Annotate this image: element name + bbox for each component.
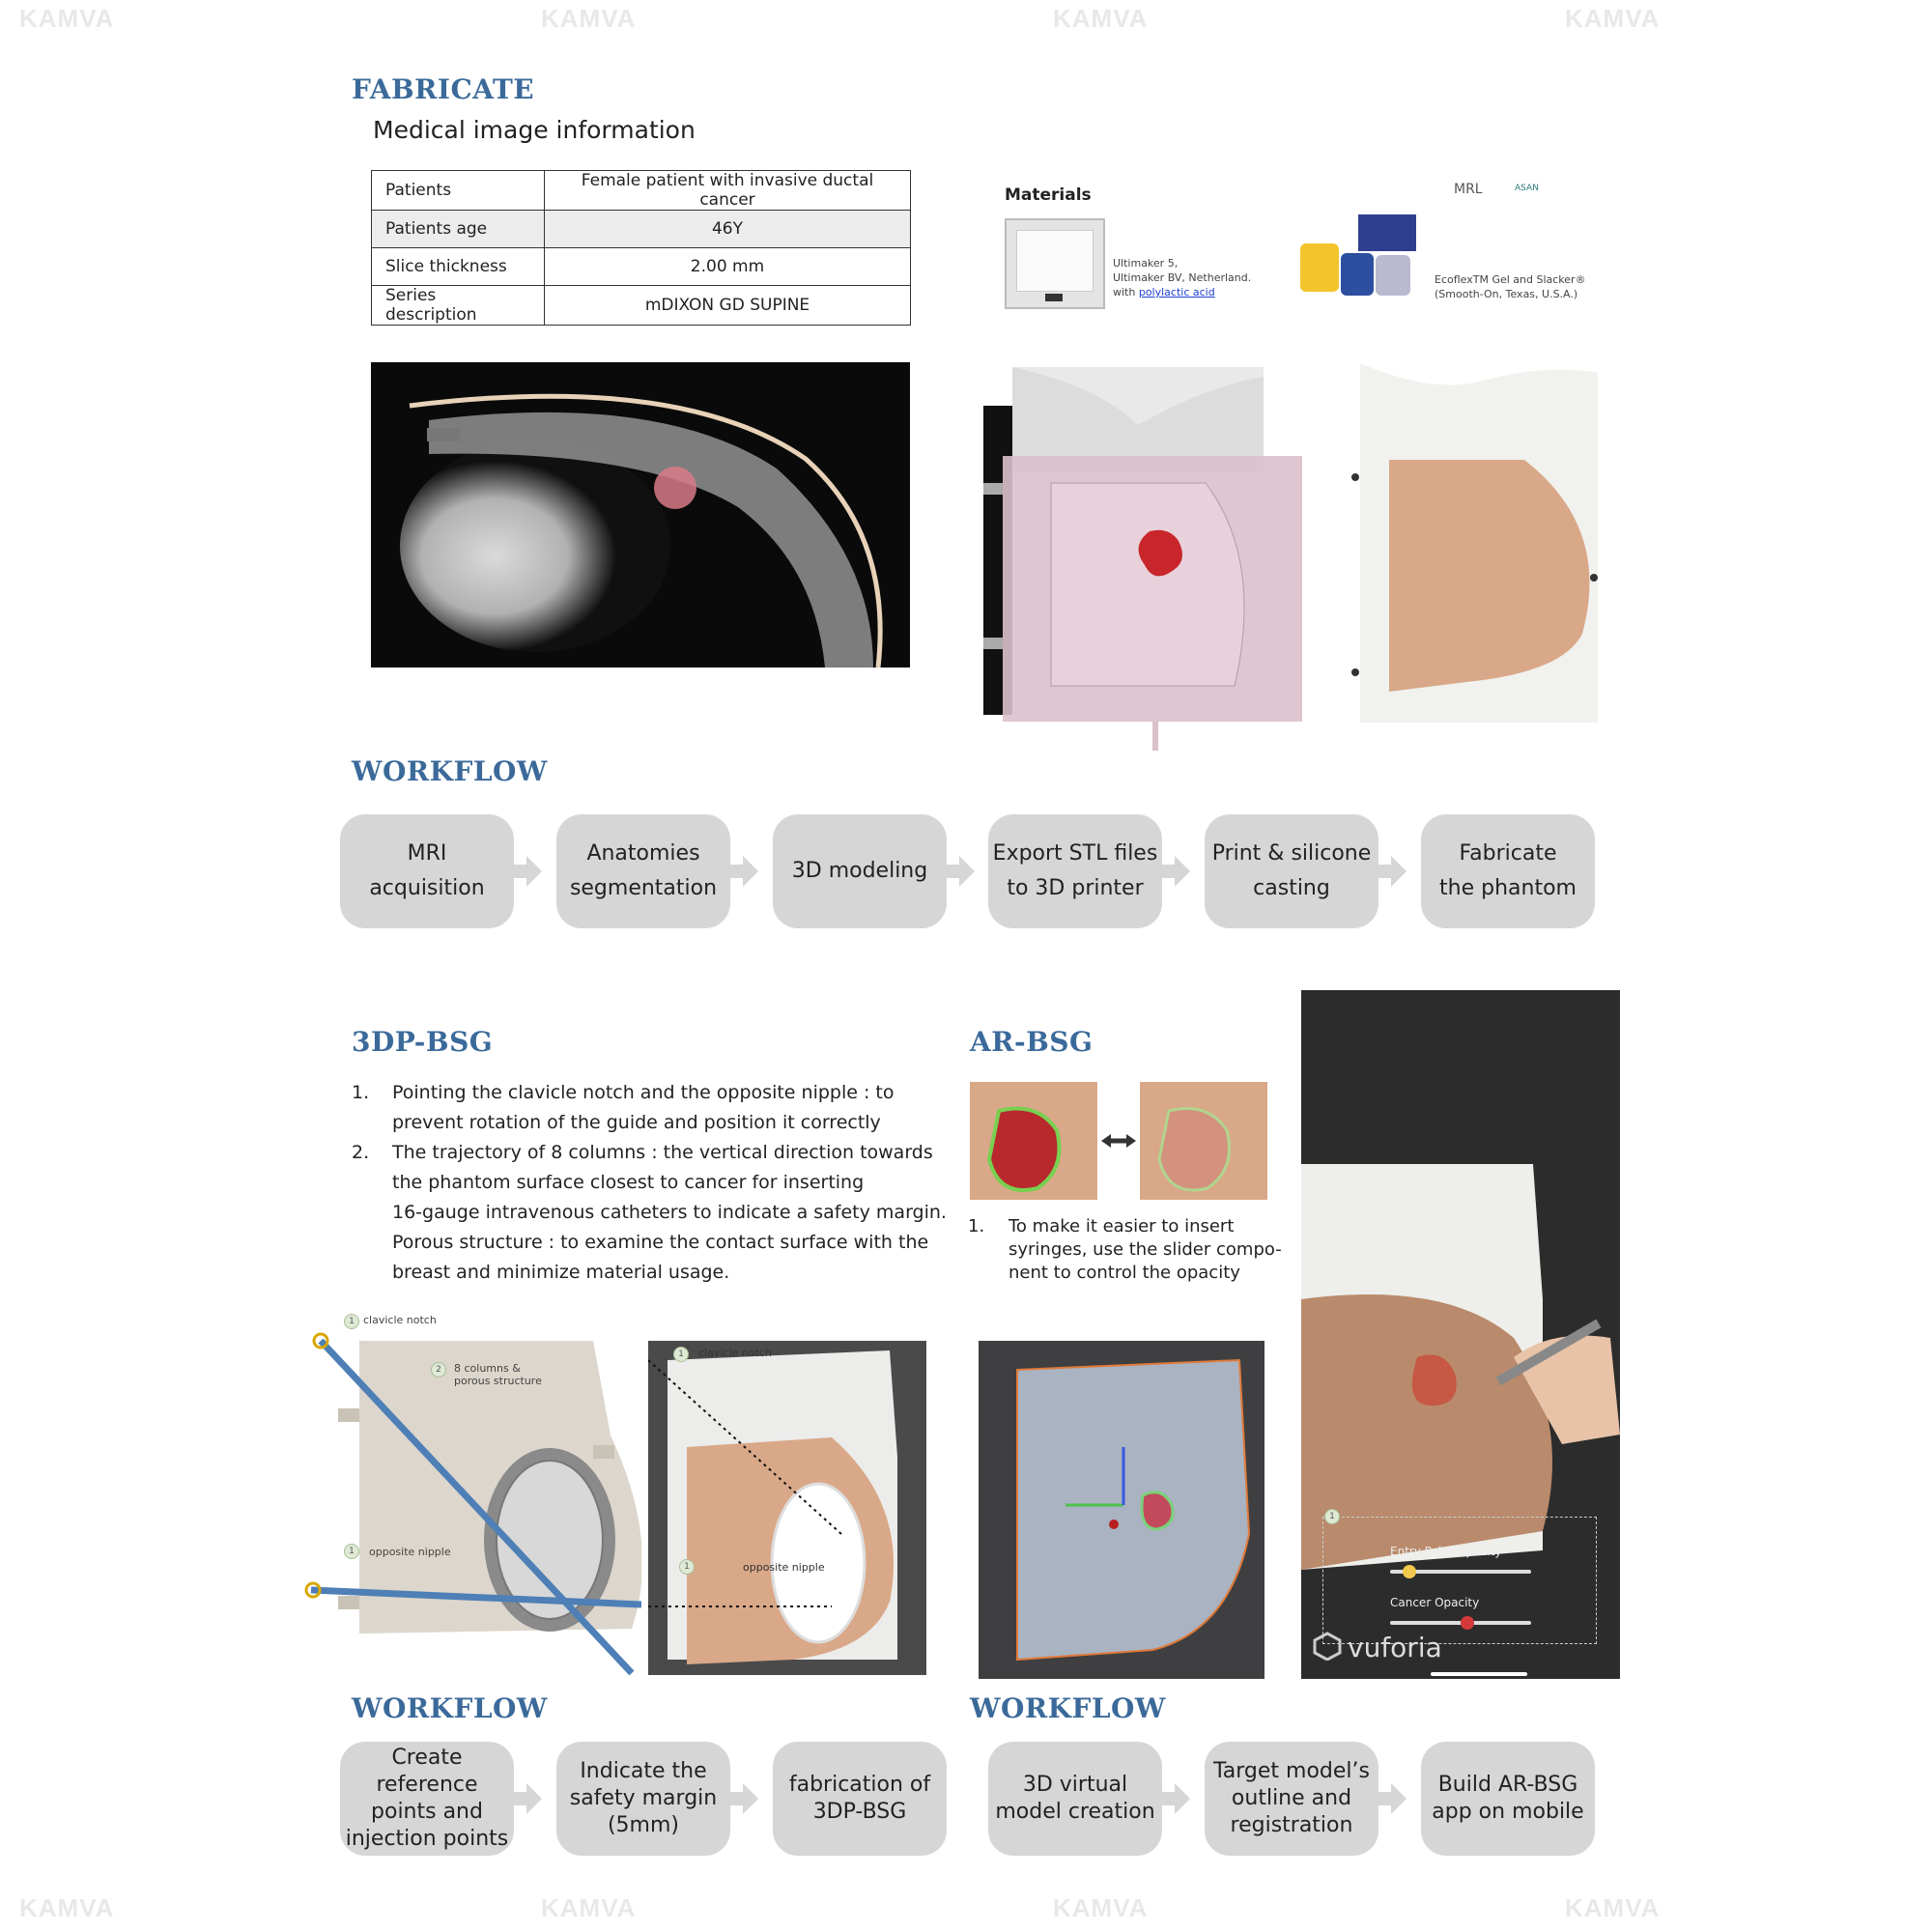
medical-info-table [371, 170, 911, 326]
arrow-right-icon [526, 856, 542, 887]
workflow-step-registration: Target model’s outline and registration [1205, 1742, 1378, 1856]
table-key: Slice thickness [372, 248, 545, 286]
list-item-line: 16-gauge intravenous catheters to indicate a safety margin. [392, 1202, 947, 1223]
guide-photo-illustration [648, 1341, 926, 1675]
columns-label-line: porous structure [454, 1375, 542, 1387]
arrow-right-icon [730, 1792, 744, 1805]
mri-scan-image [371, 362, 910, 668]
mrl-logo: MRL [1454, 182, 1483, 197]
home-indicator[interactable] [1431, 1672, 1527, 1676]
watermark: KAMVA [19, 1893, 115, 1922]
cancer-opacity-slider[interactable] [1390, 1621, 1531, 1625]
workflow-step-mri: MRI acquisition [340, 814, 514, 928]
opposite-nipple-label: opposite nipple [369, 1546, 451, 1558]
silicone-caption [1435, 272, 1586, 301]
columns-label [454, 1362, 542, 1387]
workflow-heading-1: WORKFLOW [352, 755, 548, 787]
list-number: 1. [352, 1082, 370, 1103]
list-number: 1. [968, 1216, 985, 1236]
3dp-bsg-list [352, 1078, 951, 1291]
table-value: Female patient with invasive ductal cancer [545, 171, 911, 211]
list-item-line: Pointing the clavicle notch and the opposite nipple : to [392, 1082, 895, 1103]
printer-caption-line: Ultimaker 5, [1113, 257, 1179, 270]
printer-caption-line: Ultimaker BV, Netherland. [1113, 271, 1252, 284]
materials-title: Materials [1005, 185, 1092, 205]
list-item-line: breast and minimize material usage. [392, 1262, 730, 1283]
watermark: KAMVA [1053, 1893, 1149, 1922]
table-value: 2.00 mm [545, 248, 911, 286]
ar-mobile-screenshot [1301, 990, 1620, 1679]
watermark: KAMVA [1565, 1893, 1661, 1922]
workflow-step-virtual-model: 3D virtual model creation [988, 1742, 1162, 1856]
marker-2-icon: 2 [431, 1362, 446, 1378]
table-row [372, 211, 911, 248]
entry-point-opacity-label: Entry Point Opacity [1390, 1545, 1502, 1558]
ar-bsg-list [968, 1215, 1287, 1293]
asan-logo: ASAN [1515, 184, 1539, 193]
marker-1-icon: 1 [673, 1347, 689, 1362]
marker-1-icon: 1 [1324, 1509, 1340, 1524]
arrow-right-icon [1162, 865, 1176, 878]
arrow-right-icon [526, 1783, 542, 1814]
medical-image-subheading: Medical image information [373, 116, 696, 144]
watermark: KAMVA [1053, 4, 1149, 33]
slider-thumb[interactable] [1461, 1616, 1474, 1630]
vuforia-brand: vuforia [1348, 1632, 1442, 1663]
workflow-step-3d-modeling: 3D modeling [773, 814, 947, 928]
guide-render-diagram [303, 1310, 641, 1677]
marker-1-icon: 1 [344, 1314, 359, 1329]
clavicle-notch-photo-label: clavicle notch [698, 1347, 772, 1359]
workflow-step-segmentation: Anatomies segmentation [556, 814, 730, 928]
watermark: KAMVA [19, 4, 115, 33]
table-key: Patients [372, 171, 545, 211]
arrow-right-icon [1162, 1792, 1176, 1805]
table-key: Patients age [372, 211, 545, 248]
ar-bsg-heading: AR-BSG [970, 1026, 1094, 1058]
workflow-heading-3: WORKFLOW [970, 1692, 1166, 1724]
table-row [372, 286, 911, 326]
arrow-right-icon [1175, 856, 1190, 887]
marker-1-icon: 1 [679, 1559, 695, 1575]
clavicle-notch-label: clavicle notch [363, 1314, 437, 1326]
fabricate-heading: FABRICATE [352, 73, 535, 105]
table-key: Series description [372, 286, 545, 326]
table-value: mDIXON GD SUPINE [545, 286, 911, 326]
columns-label-line: 8 columns & [454, 1362, 521, 1375]
workflow-heading-2: WORKFLOW [352, 1692, 548, 1724]
grey-jar [1376, 255, 1410, 296]
table-row [372, 171, 911, 211]
printer-caption [1113, 256, 1251, 299]
workflow-step-fabrication-3dp-bsg: fabrication of 3DP-BSG [773, 1742, 947, 1856]
list-item-line: The trajectory of 8 columns : the vertical direction towards [392, 1142, 933, 1163]
ar-opacity-comparison [970, 1082, 1269, 1200]
arrow-right-icon [514, 865, 527, 878]
table-value: 46Y [545, 211, 911, 248]
vuforia-logo-icon [1313, 1632, 1342, 1661]
workflow-step-safety-margin: Indicate the safety margin (5mm) [556, 1742, 730, 1856]
watermark: KAMVA [1565, 4, 1661, 33]
polylactic-acid-link[interactable]: polylactic acid [1138, 286, 1215, 298]
workflow-step-export-stl: Export STL files to 3D printer [988, 814, 1162, 928]
arrow-right-icon [514, 1792, 527, 1805]
workflow-step-print-casting: Print & silicone casting [1205, 814, 1378, 928]
workflow-step-build-app: Build AR-BSG app on mobile [1421, 1742, 1595, 1856]
opacity-slider-panel [1322, 1517, 1597, 1644]
arrow-right-icon [947, 865, 960, 878]
arrow-right-icon [1391, 1783, 1406, 1814]
printer-screen [1045, 294, 1063, 301]
silicone-caption-line: (Smooth-On, Texas, U.S.A.) [1435, 288, 1578, 300]
list-item-line: prevent rotation of the guide and position it correctly [392, 1112, 881, 1133]
arrow-right-icon [959, 856, 975, 887]
workflow-step-reference-points: Create reference points and injection points [340, 1742, 514, 1856]
guide-photo [648, 1341, 926, 1675]
yellow-jar [1300, 243, 1339, 292]
entry-point-opacity-slider[interactable] [1390, 1570, 1531, 1574]
3dp-bsg-heading: 3DP-BSG [352, 1026, 494, 1058]
list-item-line: nent to control the opacity [1009, 1263, 1240, 1283]
silicone-caption-line: EcoflexTM Gel and Slacker® [1435, 273, 1586, 286]
arrow-right-icon [743, 1783, 758, 1814]
table-row [372, 248, 911, 286]
3d-printer-image [1005, 218, 1105, 309]
arrow-right-icon [1378, 865, 1392, 878]
opposite-nipple-photo-label: opposite nipple [743, 1561, 825, 1574]
watermark: KAMVA [541, 4, 637, 33]
list-item-line: the phantom surface closest to cancer for inserting [392, 1172, 865, 1193]
list-item-line: Porous structure : to examine the contact surface with the [392, 1232, 929, 1253]
list-item-line: To make it easier to insert [1009, 1216, 1235, 1236]
arrow-right-icon [1391, 856, 1406, 887]
unity-3d-view [979, 1341, 1264, 1679]
marker-1-icon: 1 [344, 1544, 359, 1559]
blue-jar [1341, 253, 1374, 296]
printer-caption-line: with [1113, 286, 1136, 298]
product-box [1358, 214, 1416, 251]
phantom-photo [1350, 363, 1598, 723]
cancer-opacity-label: Cancer Opacity [1390, 1596, 1480, 1609]
watermark: KAMVA [541, 1893, 637, 1922]
silicone-kit-image [1300, 214, 1420, 307]
arrow-right-icon [743, 856, 758, 887]
printer-window [1016, 230, 1094, 292]
arrow-right-icon [1175, 1783, 1190, 1814]
workflow-step-fabricate: Fabricate the phantom [1421, 814, 1595, 928]
arrow-right-icon [730, 865, 744, 878]
list-number: 2. [352, 1142, 370, 1163]
arrow-right-icon [1378, 1792, 1392, 1805]
list-item-line: syringes, use the slider compo- [1009, 1239, 1282, 1260]
mold-3d-render [983, 367, 1302, 753]
